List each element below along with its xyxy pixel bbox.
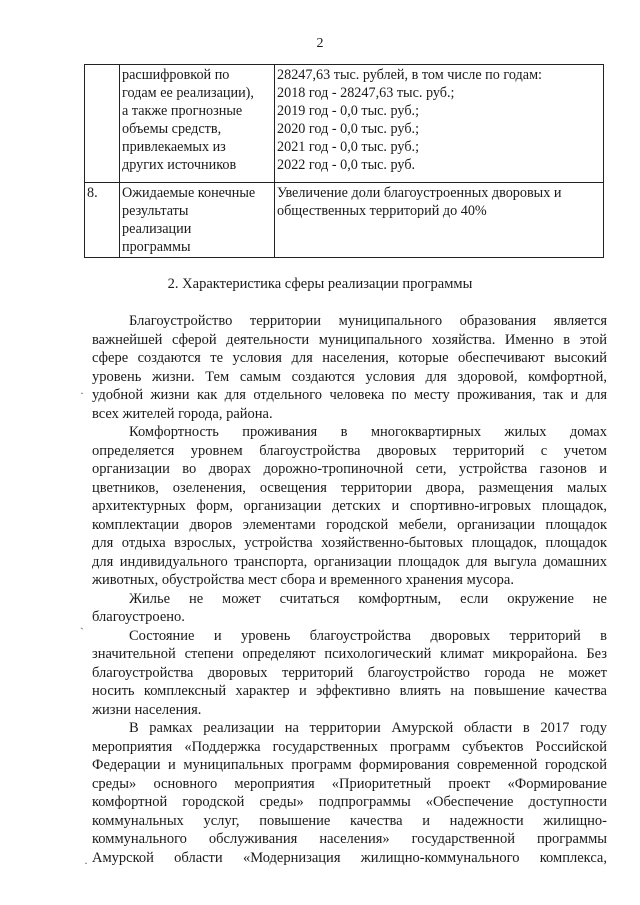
cell-line: годам ее реализации),	[122, 85, 254, 101]
text-line: организации во дворах дорожно-тропиночной сети, устройства газонов и	[92, 461, 607, 477]
text-line: удобной жизни как для отдельного человека по месту проживания, так и для	[92, 387, 607, 403]
cell-line: реализации	[122, 221, 192, 237]
cell-line: результаты	[122, 203, 189, 219]
text-line: В рамках реализации на территории Амурской области в 2017 году	[129, 720, 607, 736]
text-line: коммунального обслуживания населения» государственной программы	[92, 831, 607, 847]
page-number: 2	[316, 36, 324, 51]
cell-line: Увеличение доли благоустроенных дворовых и	[277, 185, 562, 201]
text-line: животных, обустройства мест сбора и временного хранения мусора.	[92, 572, 514, 588]
text-line: для отдыха взрослых, устройства хозяйственно-бытовых площадок, площадок	[92, 535, 607, 551]
paragraph	[92, 590, 607, 627]
margin-tick-mark: ˎ	[80, 616, 84, 630]
text-line: важнейшей сферой деятельности муниципального хозяйства. Именно в этой	[92, 331, 607, 348]
cell-line: 2018 год - 28247,63 тыс. руб.;	[277, 85, 455, 101]
text-line: уровень жизни. Тем самым создаются условия для здоровой, комфортной,	[92, 368, 607, 385]
margin-dot-mark: ·	[80, 386, 84, 400]
text-line: среды» основного мероприятия «Приоритетный проект «Формирование	[92, 775, 607, 792]
cell-line: 28247,63 тыс. рублей, в том числе по годам:	[277, 67, 542, 83]
text-line: Состояние и уровень благоустройства дворовых территорий в	[129, 627, 607, 644]
text-line: жизни населения.	[92, 701, 202, 718]
text-line: всех жителей города, района.	[92, 405, 273, 422]
row-value-cell	[275, 183, 604, 258]
program-passport-table	[84, 64, 604, 258]
text-line: Благоустройство территории муниципального образования является	[129, 313, 607, 329]
text-line: мероприятия «Поддержка государственных программ субъектов Российской	[92, 738, 607, 755]
paragraph	[92, 627, 607, 720]
text-line: Комфортность проживания в многоквартирных жилых домах	[129, 424, 607, 440]
cell-line: 2019 год - 0,0 тыс. руб.;	[277, 103, 420, 119]
cell-line: общественных территорий до 40%	[277, 203, 487, 219]
table-row-expected-results	[85, 183, 604, 258]
cell-line: Ожидаемые конечные	[122, 185, 256, 201]
text-line: значительной степени определяют психологический климат микрорайона. Без	[92, 646, 607, 662]
text-line: определяется уровнем благоустройства дворовых территорий с учетом	[92, 442, 607, 459]
text-line: сфере создаются те условия для населения, которые обеспечивают высокий	[92, 350, 607, 366]
cell-line: привлекаемых из	[122, 139, 226, 155]
text-line: комплектации дворов элементами городской мебели, организации площадок	[92, 516, 607, 533]
row-number-cell	[85, 65, 120, 183]
row-number-cell: 8.	[85, 183, 120, 258]
text-line: цветников, озеленения, освещения территории двора, размещения малых	[92, 479, 607, 496]
row-name-cell	[120, 183, 275, 258]
text-line: Амурской области «Модернизация жилищно-коммунального комплекса,	[92, 849, 607, 866]
cell-line: 2020 год - 0,0 тыс. руб.;	[277, 121, 420, 137]
margin-dot-mark: ·	[84, 856, 88, 870]
text-line: благоустройства дворовых территорий благоустройство города не может	[92, 664, 607, 681]
section-title: 2. Характеристика сферы реализации программы	[167, 276, 473, 292]
text-line: архитектурных форм, организации детских и спортивно-игровых площадок,	[92, 498, 607, 514]
text-line: благоустроено.	[92, 609, 185, 625]
cell-line: 2022 год - 0,0 тыс. руб.	[277, 157, 416, 173]
text-line: комфортной городской среды» подпрограммы «Обеспечение доступности	[92, 794, 607, 810]
body-text	[92, 312, 607, 867]
paragraph	[92, 423, 607, 590]
cell-line: других источников	[122, 157, 237, 173]
cell-line: программы	[122, 239, 191, 255]
text-line: коммунальных услуг, повышение качества и надежности жилищно-	[92, 812, 607, 829]
text-line: для индивидуального транспорта, организации площадок для выгула домашних	[92, 553, 607, 570]
cell-line: а также прогнозные	[122, 103, 243, 119]
table-row-funding	[85, 65, 604, 183]
text-line: Жилье не может считаться комфортным, если окружение не	[129, 590, 607, 607]
paragraph	[92, 719, 607, 867]
cell-line: 2021 год - 0,0 тыс. руб.;	[277, 139, 420, 155]
text-line: носить комплексный характер и эффективно влиять на повышение качества	[92, 683, 607, 699]
row-name-cell	[120, 65, 275, 183]
row-value-cell	[275, 65, 604, 183]
cell-line: объемы средств,	[122, 121, 222, 137]
paragraph	[92, 312, 607, 423]
text-line: Федерации и муниципальных программ формирования современной городской	[92, 757, 607, 773]
cell-line: расшифровкой по	[122, 67, 230, 83]
